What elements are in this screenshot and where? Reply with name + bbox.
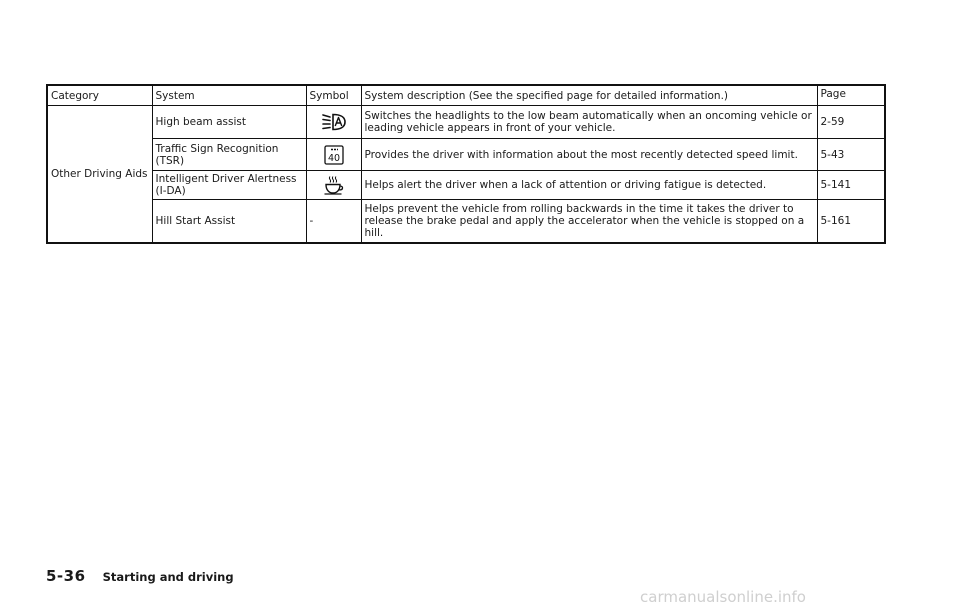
page-footer bbox=[46, 566, 234, 585]
symbol-cell bbox=[306, 106, 361, 139]
header-system: System bbox=[152, 85, 306, 106]
system-reference-table-container bbox=[46, 84, 884, 244]
description-cell: Provides the driver with information about the most recently detected speed limit. bbox=[361, 139, 817, 171]
page-cell: 5-161 bbox=[817, 200, 885, 244]
header-page-label: Page bbox=[820, 87, 846, 100]
symbol-cell bbox=[306, 139, 361, 171]
coffee-cup-icon bbox=[323, 175, 345, 195]
category-cell: Other Driving Aids bbox=[47, 106, 152, 244]
header-page bbox=[817, 85, 885, 106]
table-row bbox=[47, 139, 885, 171]
header-symbol: Symbol bbox=[306, 85, 361, 106]
system-reference-table bbox=[46, 84, 886, 244]
watermark: carmanualsonline.info bbox=[640, 588, 806, 606]
page-cell: 5-141 bbox=[817, 171, 885, 200]
header-category: Category bbox=[47, 85, 152, 106]
table-row bbox=[47, 106, 885, 139]
page-cell: 5-43 bbox=[817, 139, 885, 171]
table-row bbox=[47, 171, 885, 200]
page-number: 5-36 bbox=[46, 567, 86, 585]
symbol-cell: - bbox=[306, 200, 361, 244]
symbol-cell bbox=[306, 171, 361, 200]
system-cell: Traffic Sign Recognition (TSR) bbox=[152, 139, 306, 171]
system-cell: Hill Start Assist bbox=[152, 200, 306, 244]
description-cell: Switches the headlights to the low beam automatically when an oncoming vehicle or leading vehicle appears in front of your vehicle. bbox=[361, 106, 817, 139]
header-description: System description (See the specified page for detailed information.) bbox=[361, 85, 817, 106]
table-header-row bbox=[47, 85, 885, 106]
section-title: Starting and driving bbox=[102, 570, 234, 584]
description-cell: Helps alert the driver when a lack of attention or driving fatigue is detected. bbox=[361, 171, 817, 200]
page-cell: 2-59 bbox=[817, 106, 885, 139]
system-cell: High beam assist bbox=[152, 106, 306, 139]
speed-limit-value: 40 bbox=[327, 152, 340, 164]
system-cell: Intelligent Driver Alertness (I-DA) bbox=[152, 171, 306, 200]
table-row bbox=[47, 200, 885, 244]
high-beam-assist-icon bbox=[322, 112, 346, 132]
traffic-sign-recognition-icon bbox=[324, 145, 344, 165]
description-cell: Helps prevent the vehicle from rolling backwards in the time it takes the driver to release the brake pedal and apply the accelerator when the vehicle is stopped on a hill. bbox=[361, 200, 817, 244]
